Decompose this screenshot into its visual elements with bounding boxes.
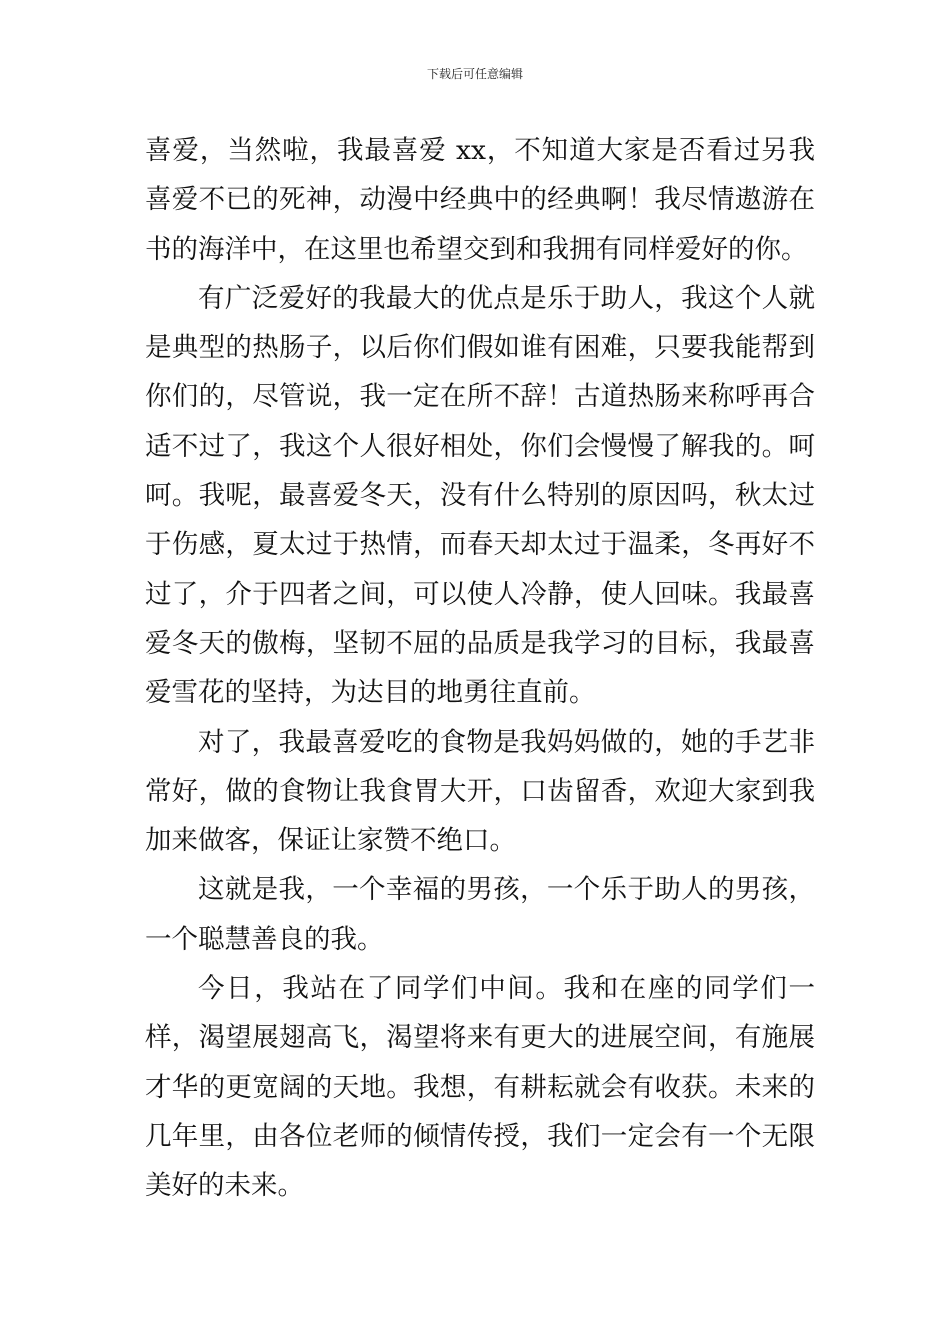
page-header: 下载后可任意编辑 [426,67,523,81]
paragraph-1: 喜爱，当然啦，我最喜爱 xx，不知道大家是否看过另我喜爱不已的死神，动漫中经典中的经典啊！我尽情遨游在书的海洋中，在这里也希望交到和我拥有同样爱好的你。 [145,135,815,265]
paragraph-3: 对了，我最喜爱吃的食物是我妈妈做的，她的手艺非常好，做的食物让我食胃大开，口齿留香，欢迎大家到我加来做客，保证让家赞不绝口。 [145,726,815,857]
document-body [145,126,815,1211]
paragraph-5: 今日，我站在了同学们中间。我和在座的同学们一样，渴望展翅高飞，渴望将来有更大的进展空间，有施展才华的更宽阔的天地。我想，有耕耘就会有收获。未来的几年里，由各位老师的倾情传授，我们一定会有一个无限美好的未来。 [145,973,815,1202]
paragraph-4: 这就是我，一个幸福的男孩，一个乐于助人的男孩，一个聪慧善良的我。 [145,874,815,955]
paragraph-2: 有广泛爱好的我最大的优点是乐于助人，我这个人就是典型的热肠子，以后你们假如谁有困难，只要我能帮到你们的，尽管说，我一定在所不辞！古道热肠来称呼再合适不过了，我这个人很好相处，你们会慢慢了解我的。呵呵。我呢，最喜爱冬天，没有什么特别的原因吗，秋太过于伤感，夏太过于热情，而春天却太过于温柔，冬再好不过了，介于四者之间，可以使人冷静，使人回味。我最喜爱冬天的傲梅，坚韧不屈的品质是我学习的目标，我最喜爱雪花的坚持，为达目的地勇往直前。 [145,282,815,709]
